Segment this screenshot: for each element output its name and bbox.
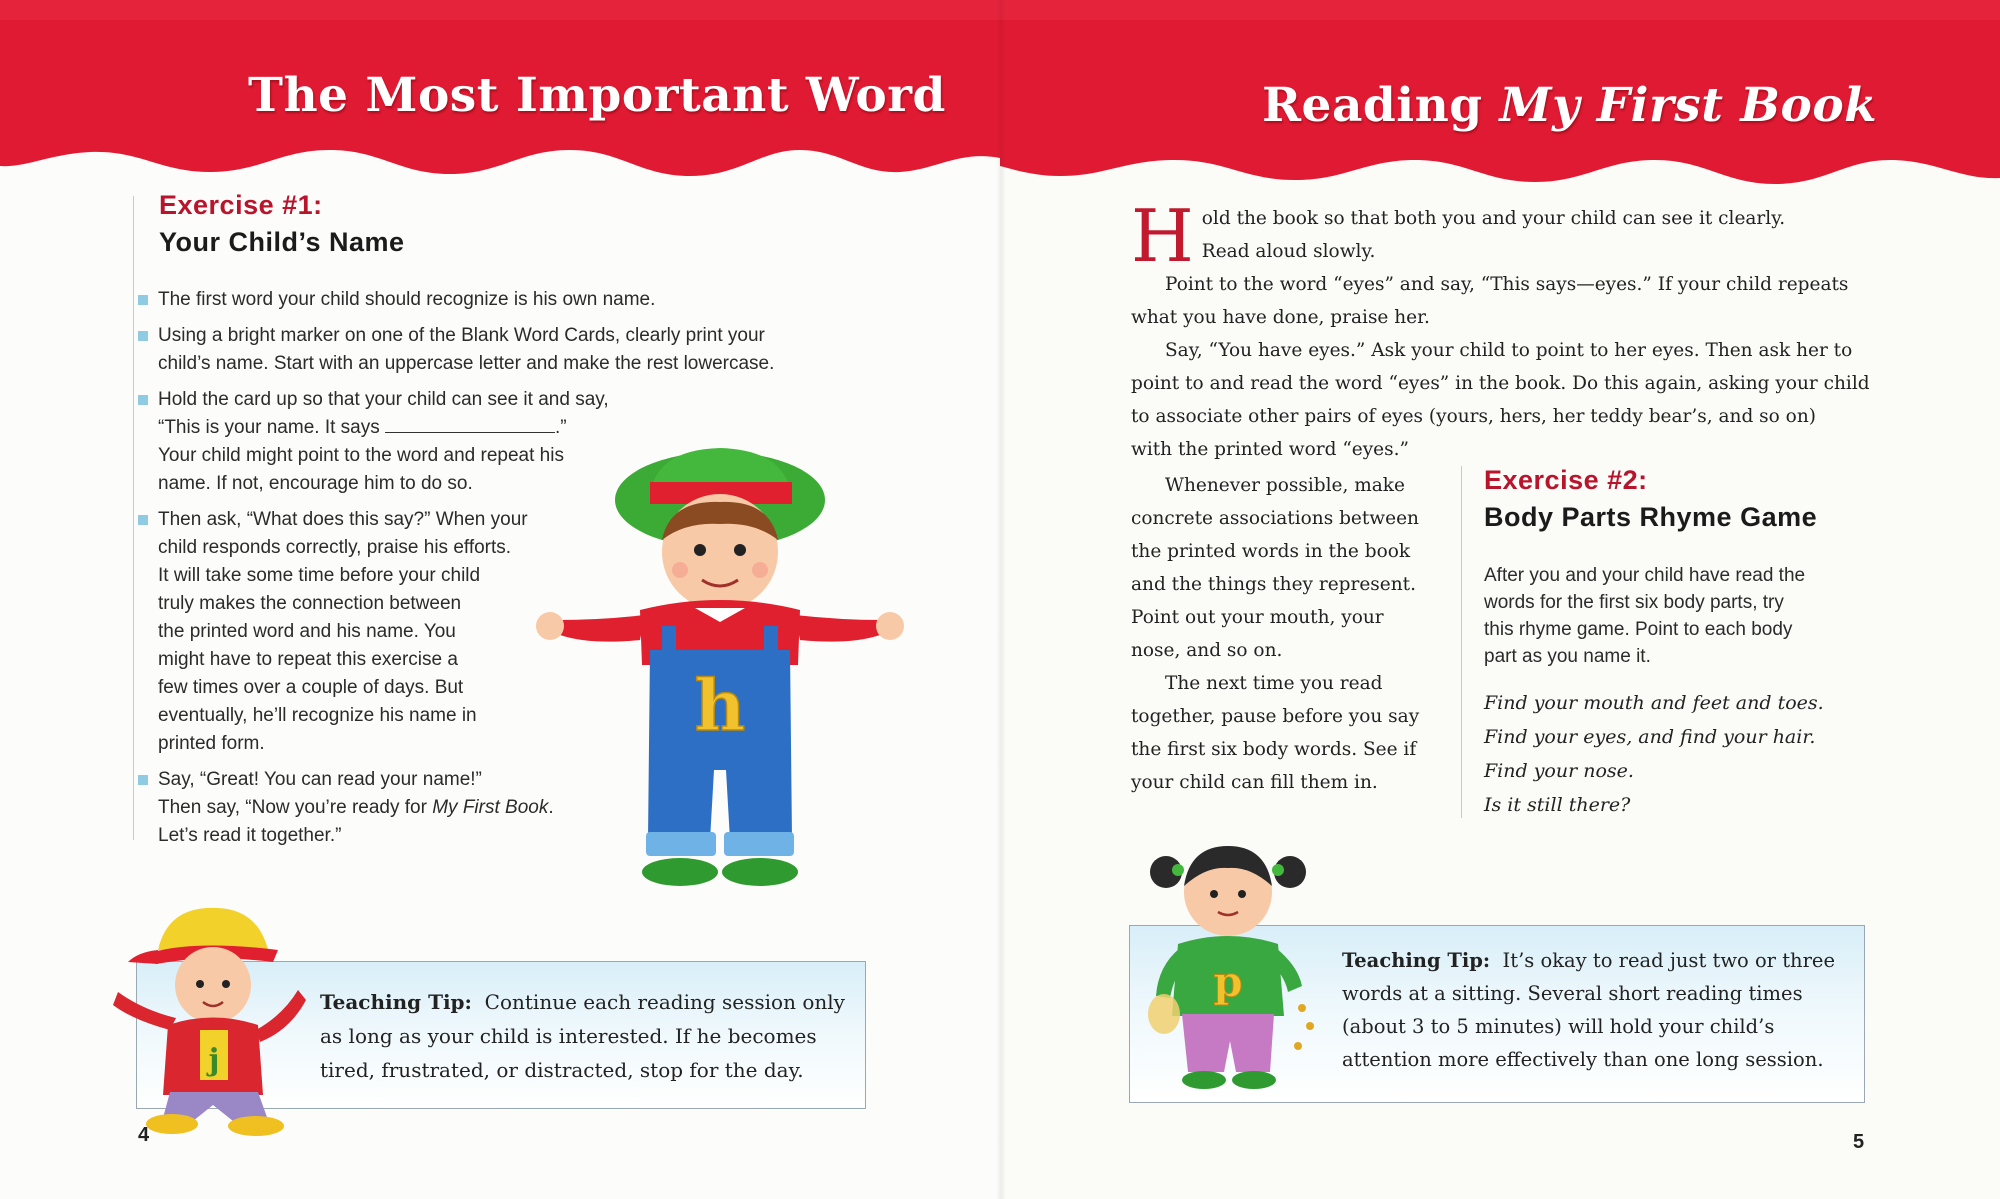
boy-cap-illustration — [108, 880, 308, 1130]
reading-column — [1131, 469, 1451, 799]
square-bullet-icon — [138, 295, 148, 305]
exercise-2-number: Exercise #2: — [1484, 465, 1648, 495]
shirt-letter: p — [1213, 957, 1243, 1006]
list-item: Using a bright marker on one of the Blank Word Cards, clearly print your child’s name. Start with an uppercase letter and make the rest lowercase. — [158, 322, 858, 378]
instruction-paragraph-2: Point to the word “eyes” and say, “This says—eyes.” If your child repeats what you have done, praise her. — [1131, 274, 1849, 328]
overalls-letter: h — [694, 664, 746, 747]
instruction-paragraph-3: Say, “You have eyes.” Ask your child to point to her eyes. Then ask her to point to and read the word “eyes” in the book. Do this again, asking your child to associate other pairs of eyes (yours, hers, her teddy bear’s, and so on) with the printed word “eyes.” — [1131, 340, 1870, 460]
exercise-1-divider — [133, 196, 134, 840]
page-number-right: 5 — [1853, 1131, 1865, 1153]
teaching-tip-text-right: Teaching Tip: It’s okay to read just two or three words at a sitting. Several short reading times (about 3 to 5 minutes) will hold your child’s attention more effectively than one long session. — [1342, 949, 1835, 1071]
reading-instructions — [1131, 194, 1921, 466]
name-blank-line — [385, 414, 555, 433]
exercise-1-number: Exercise #1: — [159, 190, 323, 220]
square-bullet-icon — [138, 775, 148, 785]
exercise-1-title: Your Child’s Name — [159, 227, 405, 257]
column-paragraph-2: The next time you read together, pause before you say the first six body words. See if your child can fill them in. — [1131, 673, 1420, 793]
right-page-title: Reading My First Book — [1262, 78, 1878, 133]
left-page-title: The Most Important Word — [248, 68, 946, 123]
square-bullet-icon — [138, 515, 148, 525]
teaching-tip-text-left: Teaching Tip: Continue each reading session only as long as your child is interested. If he becomes tired, frustrated, or distracted, stop for the day. — [320, 990, 845, 1082]
instruction-paragraph-1: Hold the book so that both you and your child can see it clearly. Read aloud slowly. — [1131, 194, 1786, 278]
list-item: Say, “Great! You can read your name!” Then say, “Now you’re ready for My First Book. Let’s read it together.” — [158, 766, 858, 850]
column-paragraph-1: Whenever possible, make concrete associations between the printed words in the book and the things they represent. Point out your mouth, your nose, and so on. — [1131, 475, 1419, 661]
exercise-2-title: Body Parts Rhyme Game — [1484, 502, 1818, 532]
right-page — [1000, 0, 2000, 1199]
page-number-left: 4 — [138, 1124, 150, 1146]
list-item: Then ask, “What does this say?” When your child responds correctly, praise his efforts. It will take some time before your child truly makes the connection between the printed word and his name. You might have to repeat this exercise a few times over a couple of days. But eventually, he’ll recognize his name in printed form. — [158, 506, 858, 758]
girl-illustration — [1138, 836, 1328, 1096]
book-gutter — [996, 0, 1006, 1199]
list-item: Hold the card up so that your child can see it and say, “This is your name. It says .” Your child might point to the word and repeat his name. If not, encourage him to do so. — [158, 386, 858, 498]
square-bullet-icon — [138, 331, 148, 341]
list-item: The first word your child should recognize is his own name. — [158, 286, 858, 314]
exercise-2-divider — [1461, 466, 1462, 818]
exercise-2-description: After you and your child have read the words for the first six body parts, try this rhyme game. Point to each body part as you name it. — [1484, 565, 1806, 667]
drop-cap-letter: H — [1131, 194, 1194, 278]
rhyme-verse: Find your mouth and feet and toes. Find your eyes, and find your hair. Find your nose. Is it still there? — [1484, 692, 1824, 816]
square-bullet-icon — [138, 395, 148, 405]
shirt-letter: j — [208, 1043, 220, 1078]
boy-overalls-illustration — [530, 440, 910, 910]
